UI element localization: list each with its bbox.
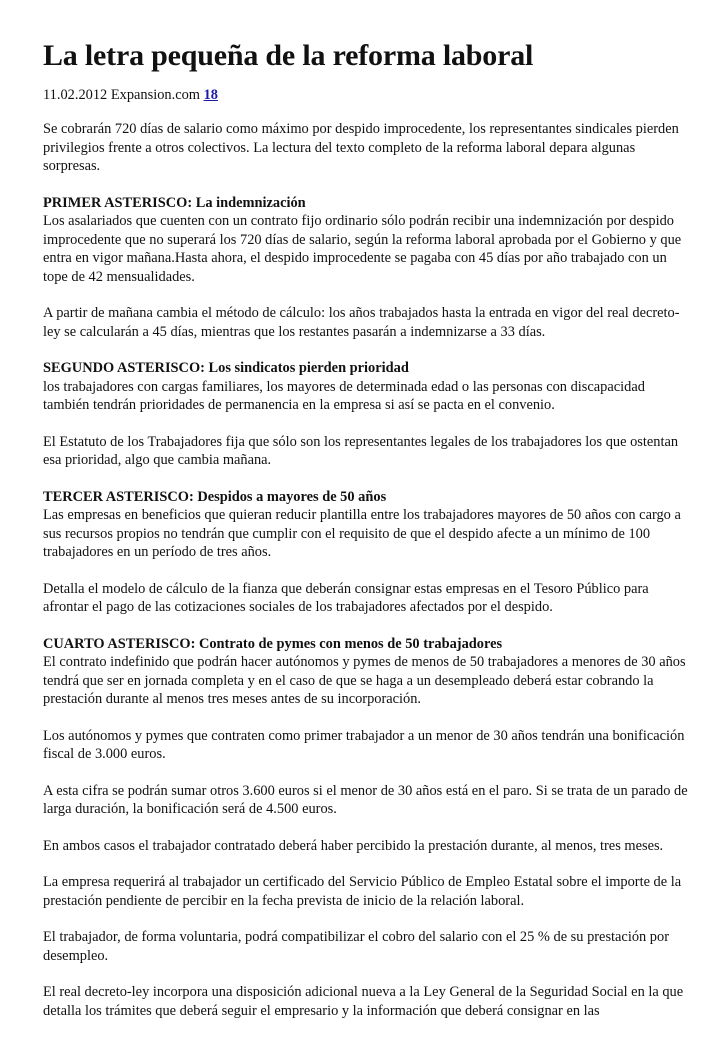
- section-4: [43, 635, 688, 709]
- section-3-paragraph-2: Detalla el modelo de cálculo de la fianza que deberán consignar estas empresas en el Tesoro Público para afrontar el pago de las cotizaciones sociales de los trabajadores afectados por el despido.: [43, 580, 649, 615]
- article-meta: [43, 86, 688, 104]
- section-4-paragraph-3: A esta cifra se podrán sumar otros 3.600 euros si el menor de 30 años está en el paro. Si se trata de un parado de larga duración, la bonificación será de 4.500 euros.: [43, 782, 688, 817]
- section-2-paragraph-2: El Estatuto de los Trabajadores fija que sólo son los representantes legales de los trabajadores los que ostentan esa prioridad, algo que cambia mañana.: [43, 433, 679, 468]
- section-4-paragraph-6: El trabajador, de forma voluntaria, podrá compatibilizar el cobro del salario con el 25 % de su prestación por desempleo.: [43, 929, 669, 964]
- article-body: [43, 120, 688, 1020]
- article-title: La letra pequeña de la reforma laboral: [43, 39, 534, 72]
- section-4-paragraph-7: El real decreto-ley incorpora una disposición adicional nueva a la Ley General de la Seguridad Social en la que detalla los trámites que deberá seguir el empresario y la información que deberá consignar en las: [43, 984, 684, 1019]
- section-3-paragraph-1: Las empresas en beneficios que quieran reducir plantilla entre los trabajadores mayores de 50 años con cargo a sus recursos propios no tendrán que cumplir con el requisito de que el despido afecte a un mínimo de 100 trabajadores en un período de tres años.: [43, 507, 681, 560]
- article-date: 11.02.2012: [43, 87, 108, 103]
- section-4-paragraph-4: En ambos casos el trabajador contratado deberá haber percibido la prestación durante, al menos, tres meses.: [43, 837, 664, 854]
- section-1-heading: PRIMER ASTERISCO: La indemnización: [43, 194, 306, 211]
- article-source: Expansion.com: [110, 87, 200, 103]
- article-intro: Se cobrarán 720 días de salario como máximo por despido improcedente, los representantes sindicales pierden privilegios frente a otros colectivos. La lectura del texto completo de la reforma laboral depara algunas sorpresas.: [43, 121, 679, 174]
- section-1: [43, 194, 688, 287]
- comments-count-link[interactable]: 18: [203, 87, 218, 103]
- section-1-paragraph-1: Los asalariados que cuenten con un contrato fijo ordinario sólo podrán recibir una indemnización por despido improcedente que no superará los 720 días de salario, según la reforma laboral aprobada por el Gobierno y que entra en vigor mañana.Hasta ahora, el despido improcedente se pagaba con 45 días por año trabajado con un tope de 42 mensualidades.: [43, 213, 682, 285]
- section-1-paragraph-2: A partir de mañana cambia el método de cálculo: los años trabajados hasta la entrada en vigor del real decreto-ley se calcularán a 45 días, mientras que los restantes pasarán a indemnizarse a 33 días.: [43, 305, 680, 340]
- section-2: [43, 359, 688, 415]
- section-4-paragraph-1: El contrato indefinido que podrán hacer autónomos y pymes de menos de 50 trabajadores a menores de 30 años tendrá que ser en jornada completa y en el caso de que se haga a un desempleado deberá estar cobrando la prestación durante al menos tres meses antes de su incorporación.: [43, 654, 686, 707]
- section-2-heading: SEGUNDO ASTERISCO: Los sindicatos pierden prioridad: [43, 360, 409, 376]
- section-3: [43, 488, 688, 562]
- section-4-paragraph-5: La empresa requerirá al trabajador un certificado del Servicio Público de Empleo Estatal sobre el importe de la prestación pendiente de percibir en la fecha prevista de inicio de la relación laboral.: [43, 874, 682, 909]
- section-2-paragraph-1: los trabajadores con cargas familiares, los mayores de determinada edad o las personas con discapacidad también tendrán prioridades de permanencia en la empresa si así se pacta en el convenio.: [43, 378, 645, 413]
- article: [43, 36, 688, 1038]
- section-4-paragraph-2: Los autónomos y pymes que contraten como primer trabajador a un menor de 30 años tendrán una bonificación fiscal de 3.000 euros.: [43, 727, 685, 762]
- section-3-heading: TERCER ASTERISCO: Despidos a mayores de 50 años: [43, 488, 387, 505]
- section-4-heading: CUARTO ASTERISCO: Contrato de pymes con menos de 50 trabajadores: [43, 635, 503, 652]
